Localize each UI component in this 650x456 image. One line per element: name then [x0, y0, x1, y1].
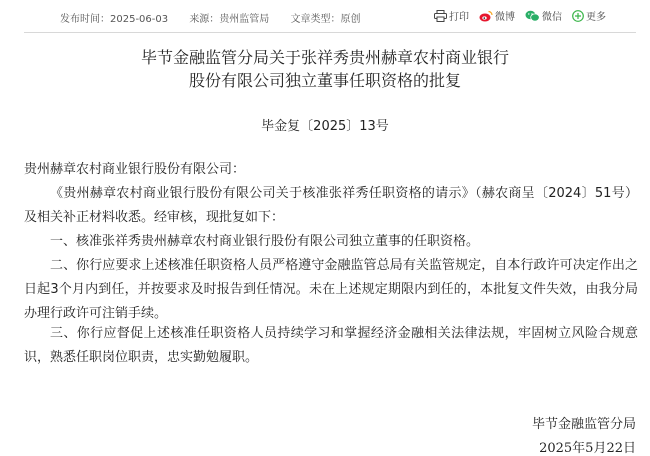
- doc-type-value: 原创: [340, 14, 361, 25]
- source-value: 贵州监管局: [219, 14, 270, 25]
- publish-time-label: 发布时间：: [60, 14, 110, 25]
- article-meta-bar: [0, 0, 650, 32]
- print-label: 打印: [449, 12, 469, 23]
- publish-time: [60, 14, 168, 25]
- paragraph-2: 一、核准张祥秀贵州赫章农村商业银行股份有限公司独立董事的任职资格。: [50, 234, 480, 249]
- header-divider: [24, 32, 636, 33]
- source: [189, 14, 269, 25]
- paragraph-3: 二、你行应要求上述核准任职资格人员严格遵守金融监管总局有关监管规定，自本行政许可决定作出之日起3个月内到任，并按要求及时报告到任情况。未在上述规定期限内到任的，本批复文件失效，由我分局办理行政许可注销手续。: [24, 258, 638, 321]
- document-number: 毕金复〔2025〕13号: [261, 119, 389, 134]
- signature-org: 毕节金融监管分局: [531, 417, 636, 432]
- weibo-icon: [479, 10, 493, 22]
- more-share-button[interactable]: [572, 8, 606, 23]
- title-line-1: 毕节金融监管分局关于张祥秀贵州赫章农村商业银行: [140, 48, 509, 67]
- addressee: 贵州赫章农村商业银行股份有限公司：: [24, 162, 246, 177]
- print-button[interactable]: [434, 8, 469, 23]
- wechat-share-button[interactable]: [525, 8, 562, 23]
- printer-icon: [434, 10, 447, 22]
- source-label: 来源：: [189, 14, 220, 25]
- document-title: [0, 46, 650, 92]
- weibo-label: 微博: [495, 12, 515, 23]
- plus-circle-icon: [572, 10, 584, 22]
- wechat-label: 微信: [542, 12, 562, 23]
- doc-type-label: 文章类型：: [290, 14, 341, 25]
- paragraph-1: 《贵州赫章农村商业银行股份有限公司关于核准张祥秀任职资格的请示》（赫农商呈〔2024〕51号）及相关补正材料收悉。经审核，现批复如下：: [24, 186, 638, 225]
- publish-time-value: 2025-06-03: [110, 14, 169, 25]
- signature-date: 2025年5月22日: [539, 441, 636, 456]
- wechat-icon: [525, 10, 540, 22]
- title-line-2: 股份有限公司独立董事任职资格的批复: [188, 71, 461, 90]
- article-meta: [60, 10, 379, 25]
- doc-type: [291, 14, 361, 25]
- weibo-share-button[interactable]: [479, 8, 515, 23]
- more-label: 更多: [586, 12, 606, 23]
- paragraph-4: 三、你行应督促上述核准任职资格人员持续学习和掌握经济金融相关法律法规，牢固树立风险合规意识，熟悉任职岗位职责，忠实勤勉履职。: [24, 326, 638, 365]
- share-toolbar: [424, 8, 606, 23]
